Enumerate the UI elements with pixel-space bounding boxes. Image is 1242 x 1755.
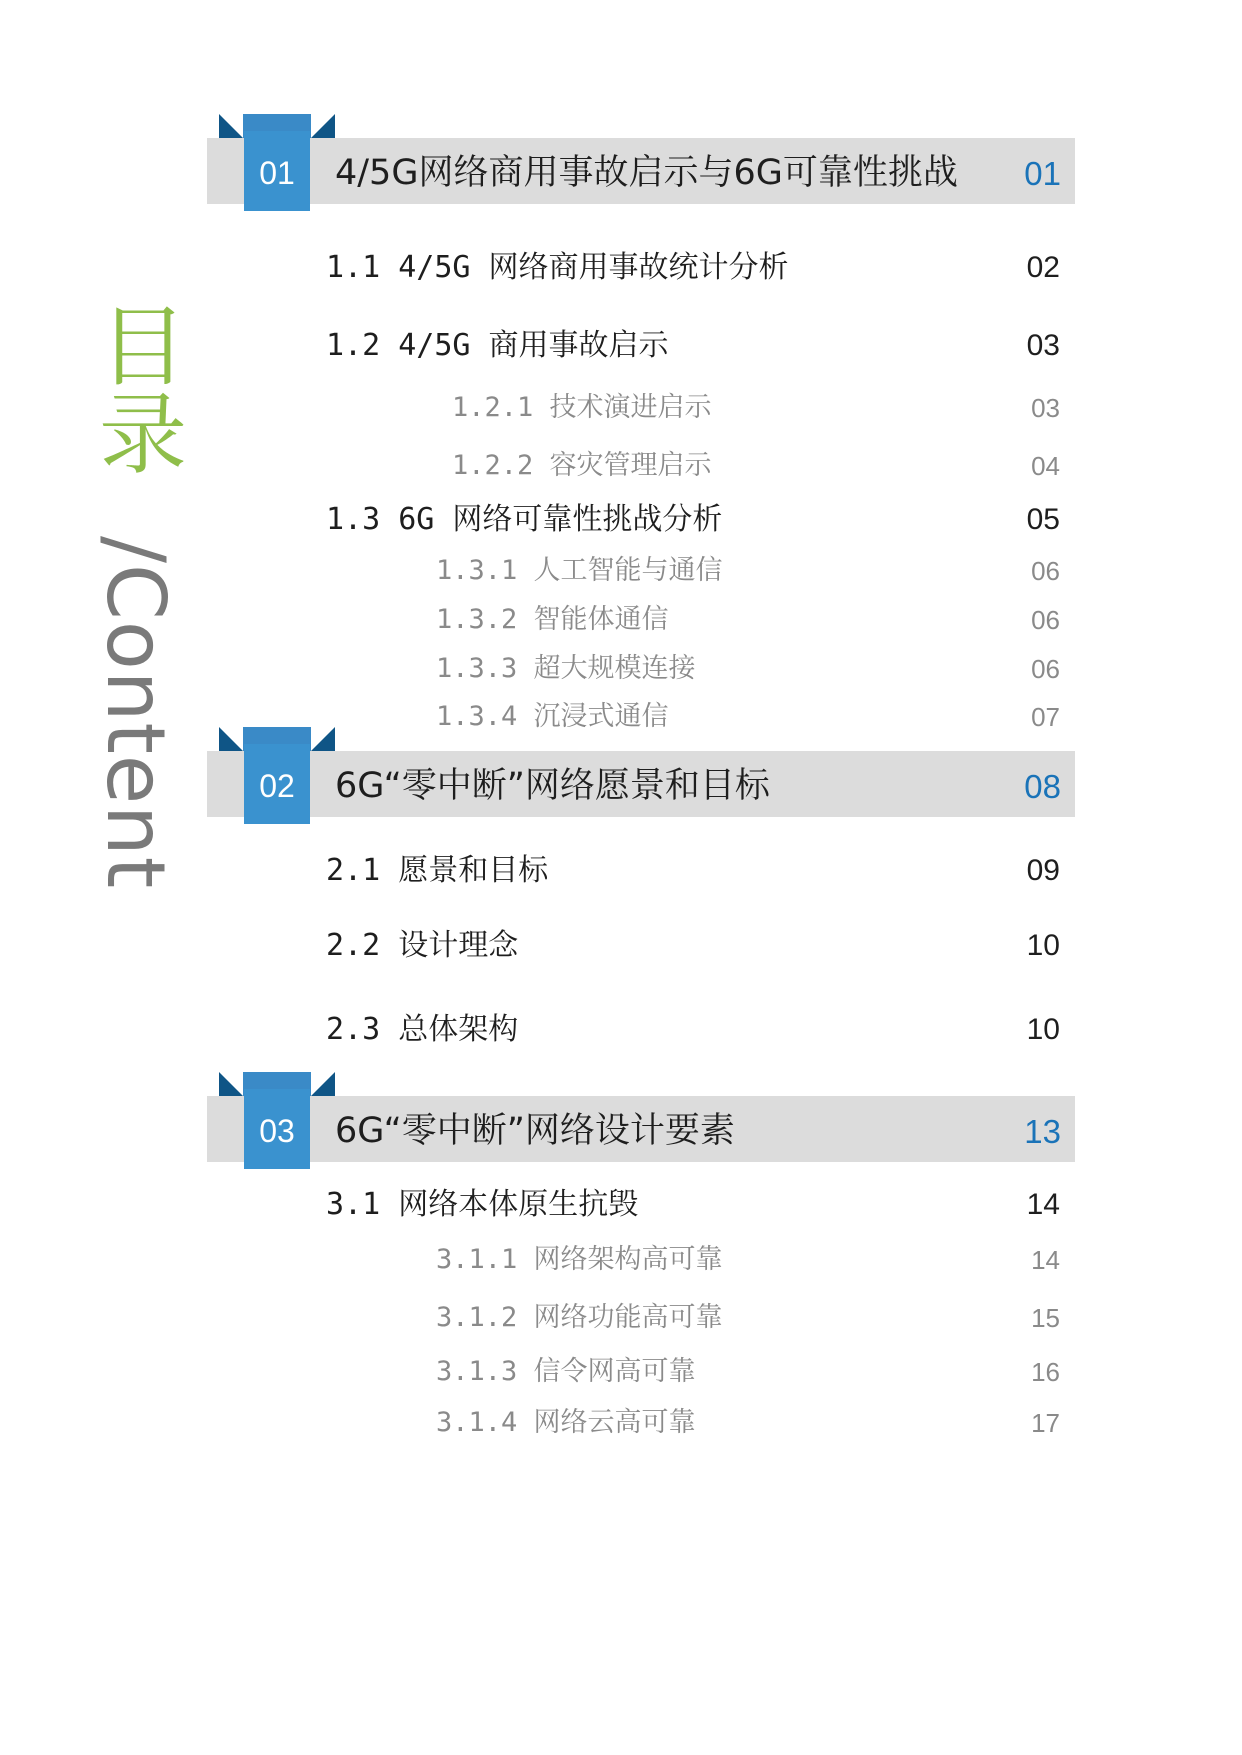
toc-entry[interactable] [0, 851, 1242, 891]
chapter-header-02[interactable] [207, 751, 1075, 817]
toc-subentry-label: 1.2.1 技术演进启示 [452, 392, 712, 423]
toc-subentry[interactable] [0, 649, 1242, 689]
toc-subentry-page: 06 [1031, 556, 1060, 586]
toc-subentry[interactable] [0, 697, 1242, 737]
toc-subentry-page: 14 [1031, 1245, 1060, 1275]
toc-entry-label: 3.1 网络本体原生抗毁 [326, 1187, 639, 1222]
toc-entry-label: 2.2 设计理念 [326, 928, 519, 963]
toc-entry[interactable] [0, 1010, 1242, 1050]
toc-heading-cn: 目录 [85, 300, 188, 476]
toc-subentry[interactable] [0, 446, 1242, 486]
chapter-page: 08 [1024, 768, 1061, 805]
toc-subentry-label: 3.1.4 网络云高可靠 [436, 1407, 696, 1438]
toc-subentry-label: 3.1.1 网络架构高可靠 [436, 1244, 723, 1275]
toc-entry[interactable] [0, 926, 1242, 966]
chapter-number: 03 [244, 1089, 310, 1169]
toc-subentry[interactable] [0, 1352, 1242, 1392]
toc-subentry-label: 3.1.2 网络功能高可靠 [436, 1302, 723, 1333]
toc-subentry-page: 06 [1031, 654, 1060, 684]
toc-entry-label: 1.2 4/5G 商用事故启示 [326, 328, 669, 363]
toc-entry[interactable] [0, 500, 1242, 540]
toc-subentry-page: 07 [1031, 702, 1060, 732]
chapter-tab-fold [219, 1072, 243, 1096]
toc-subentry[interactable] [0, 600, 1242, 640]
toc-subentry-label: 1.2.2 容灾管理启示 [452, 450, 712, 481]
toc-subentry-page: 16 [1031, 1357, 1060, 1387]
toc-subentry-label: 1.3.2 智能体通信 [436, 604, 669, 635]
toc-subentry-page: 04 [1031, 451, 1060, 481]
toc-entry-page: 05 [1026, 503, 1060, 536]
toc-subentry[interactable] [0, 388, 1242, 428]
chapter-tab-fold [219, 114, 243, 138]
toc-subentry-label: 3.1.3 信令网高可靠 [436, 1356, 696, 1387]
toc-entry-page: 10 [1026, 1013, 1060, 1046]
chapter-page: 13 [1024, 1113, 1061, 1150]
toc-subentry[interactable] [0, 1298, 1242, 1338]
chapter-tab-fold [311, 1072, 335, 1096]
toc-entry-page: 02 [1026, 251, 1060, 284]
toc-subentry[interactable] [0, 1240, 1242, 1280]
chapter-header-01[interactable] [207, 138, 1075, 204]
toc-entry[interactable] [0, 326, 1242, 366]
chapter-title: 6G“零中断”网络愿景和目标 [335, 766, 770, 806]
toc-heading-en: /Content [89, 536, 182, 890]
toc-entry-page: 10 [1026, 929, 1060, 962]
chapter-tab-fold [311, 727, 335, 751]
toc-entry-page: 09 [1026, 854, 1060, 887]
toc-subentry[interactable] [0, 551, 1242, 591]
chapter-page: 01 [1024, 155, 1061, 192]
chapter-number: 01 [244, 131, 310, 211]
toc-subentry-page: 03 [1031, 393, 1060, 423]
toc-entry[interactable] [0, 248, 1242, 288]
toc-subentry-page: 15 [1031, 1303, 1060, 1333]
chapter-tab-fold [219, 727, 243, 751]
chapter-number: 02 [244, 744, 310, 824]
toc-subentry-label: 1.3.1 人工智能与通信 [436, 555, 723, 586]
chapter-header-03[interactable] [207, 1096, 1075, 1162]
toc-subentry-label: 1.3.4 沉浸式通信 [436, 701, 669, 732]
chapter-title: 4/5G网络商用事故启示与6G可靠性挑战 [335, 153, 958, 193]
toc-entry-label: 2.1 愿景和目标 [326, 853, 549, 888]
toc-entry-label: 2.3 总体架构 [326, 1012, 519, 1047]
toc-subentry-page: 17 [1031, 1408, 1060, 1438]
toc-entry[interactable] [0, 1185, 1242, 1225]
toc-entry-page: 14 [1026, 1188, 1060, 1221]
toc-entry-label: 1.1 4/5G 网络商用事故统计分析 [326, 250, 789, 285]
toc-entry-page: 03 [1026, 329, 1060, 362]
chapter-tab-fold [311, 114, 335, 138]
toc-entry-label: 1.3 6G 网络可靠性挑战分析 [326, 502, 723, 537]
chapter-title: 6G“零中断”网络设计要素 [335, 1111, 735, 1151]
toc-subentry-label: 1.3.3 超大规模连接 [436, 653, 696, 684]
toc-subentry[interactable] [0, 1403, 1242, 1443]
toc-subentry-page: 06 [1031, 605, 1060, 635]
